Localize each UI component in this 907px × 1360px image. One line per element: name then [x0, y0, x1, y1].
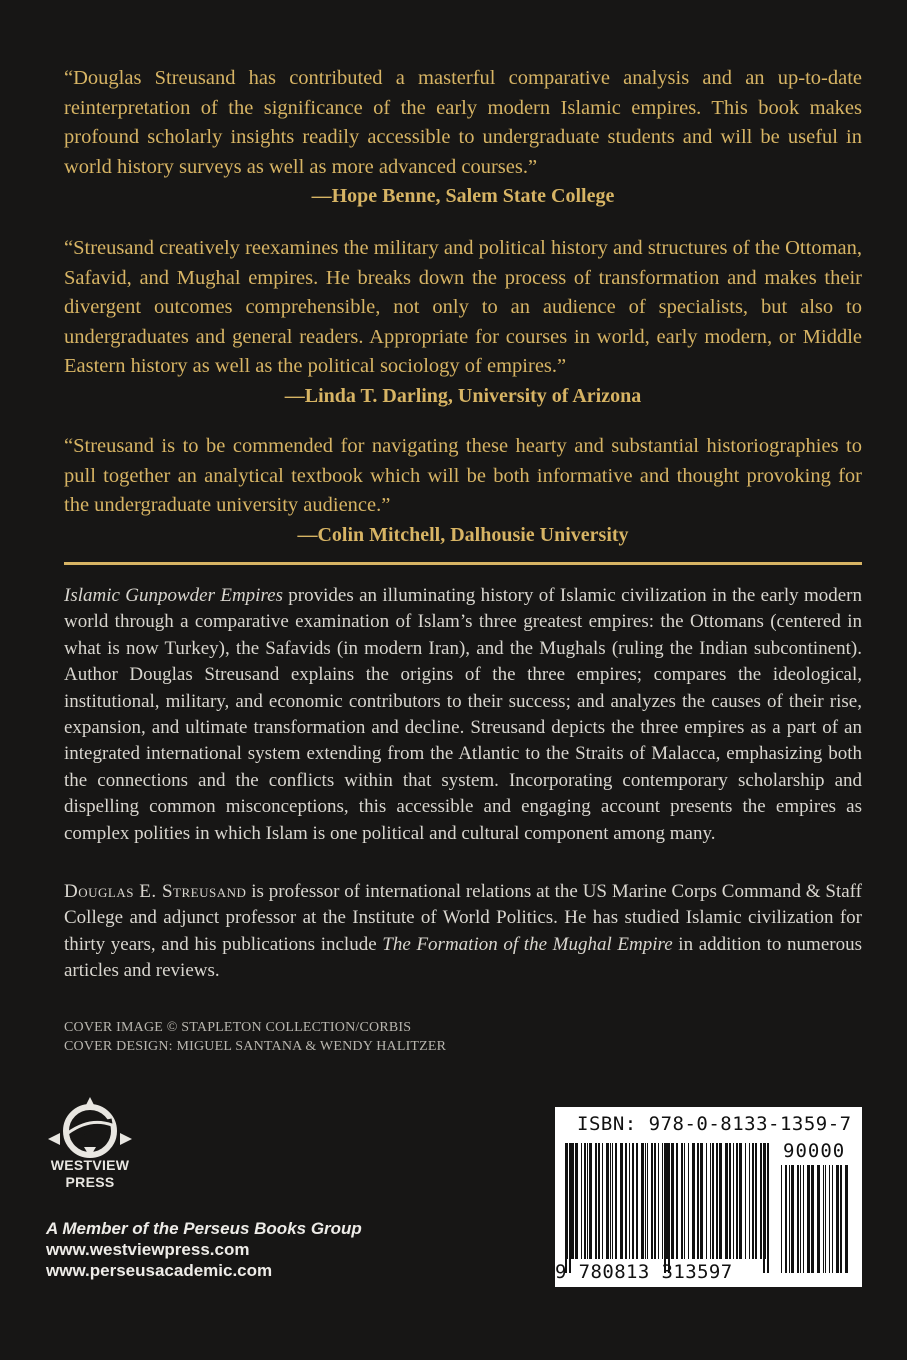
barcode-bar [641, 1143, 644, 1259]
barcode-bar [836, 1165, 839, 1273]
barcode-bar [625, 1143, 627, 1259]
publisher-member-line: A Member of the Perseus Books Group [46, 1219, 362, 1238]
barcode-bar [575, 1143, 578, 1259]
barcode-bar [840, 1165, 842, 1273]
barcode-bar [620, 1143, 623, 1259]
barcode-guard-bar [664, 1143, 666, 1273]
endorsement-2 [64, 234, 862, 412]
barcode-bar [825, 1165, 826, 1273]
publisher-url-1[interactable]: www.westviewpress.com [46, 1240, 250, 1259]
barcode-bar [612, 1143, 613, 1259]
barcode-guard-bar [668, 1143, 670, 1273]
barcode-bar [785, 1165, 787, 1273]
bio-book-title: The Formation of the Mughal Empire [382, 933, 673, 955]
logo-line-1: WESTVIEW [50, 1157, 130, 1173]
barcode-bar [595, 1143, 597, 1259]
endorsement-quote: “Streusand creatively reexamines the military and political history and structures of the Ottoman, Safavid, and Mughal empires. He breaks down the process of transformation and makes their divergent outcomes comprehensible, not only to an audience of specialists, but also to undergraduates and general readers. Appropriate for courses in world, early modern, or Middle Eastern history as well as the political sociology of empires.” [64, 237, 862, 378]
barcode-bar [584, 1143, 586, 1259]
barcode-bar [571, 1143, 574, 1259]
description-text: provides an illuminating history of Islamic civilization in the early modern world through a comparative examination of Islam’s three greatest empires: the Ottomans (centered in what is now Turkey), the Safavids (in modern Iran), and the Mughals (ruling the Indian subcontinent). Author Douglas Streusand explains the origins of the three empires; compares the ideological, institutional, military, and economic contributors to their success; and analyzes the causes of their rise, expansion, and ultimate transformation and decline. Streusand depicts the three empires as a part of an integrated international system extending from the Atlantic to the Straits of Malacca, emphasizing both the connections and the conflicts within that system. Incorporating contemporary scholarship and dispelling common misconceptions, this accessible and engaging account presents the empires as complex polities in which Islam is one political and cultural component among many. [64, 585, 862, 844]
barcode-bar [688, 1143, 689, 1259]
barcode-bar [647, 1143, 648, 1259]
barcode-bar [749, 1143, 750, 1259]
barcode-bar [803, 1165, 804, 1273]
barcode-bar [719, 1143, 722, 1259]
book-description [64, 583, 862, 847]
barcode-bar [725, 1143, 728, 1259]
barcode-bar [615, 1143, 617, 1259]
barcode-bar [760, 1143, 762, 1259]
gold-divider [64, 562, 862, 565]
barcode-bar [654, 1143, 656, 1259]
barcode-bar [739, 1143, 742, 1259]
barcode-bar [733, 1143, 734, 1259]
publisher-url-2[interactable]: www.perseusacademic.com [46, 1261, 273, 1280]
barcode-bar [811, 1165, 814, 1273]
publisher-logo-text [46, 1157, 134, 1191]
barcode-bar [632, 1143, 634, 1259]
endorsement-quote: “Douglas Streusand has contributed a masterful comparative analysis and an up-to-date reinterpretation of the significance of the early modern Islamic empires. This book makes profound scholarly insights readily accessible to undergraduate students and will be useful in world history surveys as well as more advanced courses.” [64, 67, 862, 178]
barcode-bar [645, 1143, 646, 1259]
barcode-bar [587, 1143, 588, 1259]
barcode-bar [817, 1165, 820, 1273]
barcode-bar [671, 1143, 674, 1259]
endorsement-attribution: —Colin Mitchell, Dalhousie University [297, 523, 629, 546]
barcode-bar [610, 1143, 611, 1259]
barcode-bar [697, 1143, 699, 1259]
barcode-bar [706, 1143, 707, 1259]
barcode-bar [676, 1143, 678, 1259]
author-bio [64, 879, 862, 985]
barcode-bar [606, 1143, 609, 1259]
isbn-label: ISBN: 978-0-8133-1359-7 [577, 1113, 852, 1135]
barcode-bar [658, 1143, 659, 1259]
barcode-bar [789, 1165, 790, 1273]
barcode-bar [602, 1143, 603, 1259]
barcode-bar [807, 1165, 810, 1273]
price-code: 90000 [783, 1140, 846, 1162]
barcode-bar [752, 1143, 754, 1259]
ean-digits: 9 780813 313597 [555, 1261, 733, 1283]
barcode-bar [716, 1143, 718, 1259]
barcode-guard-bar [763, 1143, 765, 1273]
endorsement-3 [64, 432, 862, 550]
barcode-bar [800, 1165, 801, 1273]
barcode-bar [589, 1143, 592, 1259]
barcode-bar [832, 1165, 833, 1273]
barcode-bar [651, 1143, 653, 1259]
barcode-bar [797, 1165, 799, 1273]
isbn-barcode [555, 1107, 862, 1287]
barcode-bar [692, 1143, 695, 1259]
cover-credits [64, 1018, 446, 1056]
author-name: Douglas E. Streusand [64, 881, 247, 902]
barcode-bar [791, 1165, 794, 1273]
bio-text: is professor of international relations at the US Marine Corps Command & Staff College and adjunct professor at the Institute of World Politics. He has studied Islamic civilization for thirty years, and his publications include [64, 881, 862, 955]
cover-image-credit: COVER IMAGE © STAPLETON COLLECTION/CORBIS [64, 1020, 412, 1035]
publisher-info [46, 1218, 362, 1281]
barcode-bar [823, 1165, 824, 1273]
endorsement-1 [64, 64, 862, 212]
endorsement-attribution: —Hope Benne, Salem State College [311, 185, 615, 208]
barcode-bar [736, 1143, 738, 1259]
barcode-bar [684, 1143, 685, 1259]
barcode-guard-bar [565, 1143, 567, 1273]
barcode-bar [755, 1143, 757, 1259]
barcode-bar [666, 1143, 668, 1259]
cover-design-credit: COVER DESIGN: MIGUEL SANTANA & WENDY HALITZER [64, 1039, 447, 1054]
barcode-bar [662, 1143, 663, 1259]
endorsement-attribution: —Linda T. Darling, University of Arizona [284, 384, 642, 407]
endorsement-quote: “Streusand is to be commended for navigating these hearty and substantial historiographies to pull together an analytical textbook which will be both informative and thought provoking for the undergraduate university audience.” [64, 435, 862, 517]
logo-line-2: PRESS [65, 1174, 115, 1190]
barcode-bar [845, 1165, 848, 1273]
barcode-bar [712, 1143, 714, 1259]
barcode-bar [700, 1143, 703, 1259]
barcode-bar [629, 1143, 630, 1259]
barcode-bar [710, 1143, 711, 1259]
barcode-bar [581, 1143, 582, 1259]
barcode-guard-bar [767, 1143, 769, 1273]
barcode-bar [681, 1143, 683, 1259]
barcode-bar [729, 1143, 731, 1259]
bio-text-end: in addition to numerous articles and reviews. [64, 933, 862, 982]
book-title: Islamic Gunpowder Empires [64, 585, 283, 606]
barcode-bar [598, 1143, 600, 1259]
barcode-guard-bar [569, 1143, 571, 1273]
barcode-bar [829, 1165, 830, 1273]
barcode-bar [745, 1143, 746, 1259]
barcode-bar [636, 1143, 638, 1259]
barcode-bar [781, 1165, 782, 1273]
